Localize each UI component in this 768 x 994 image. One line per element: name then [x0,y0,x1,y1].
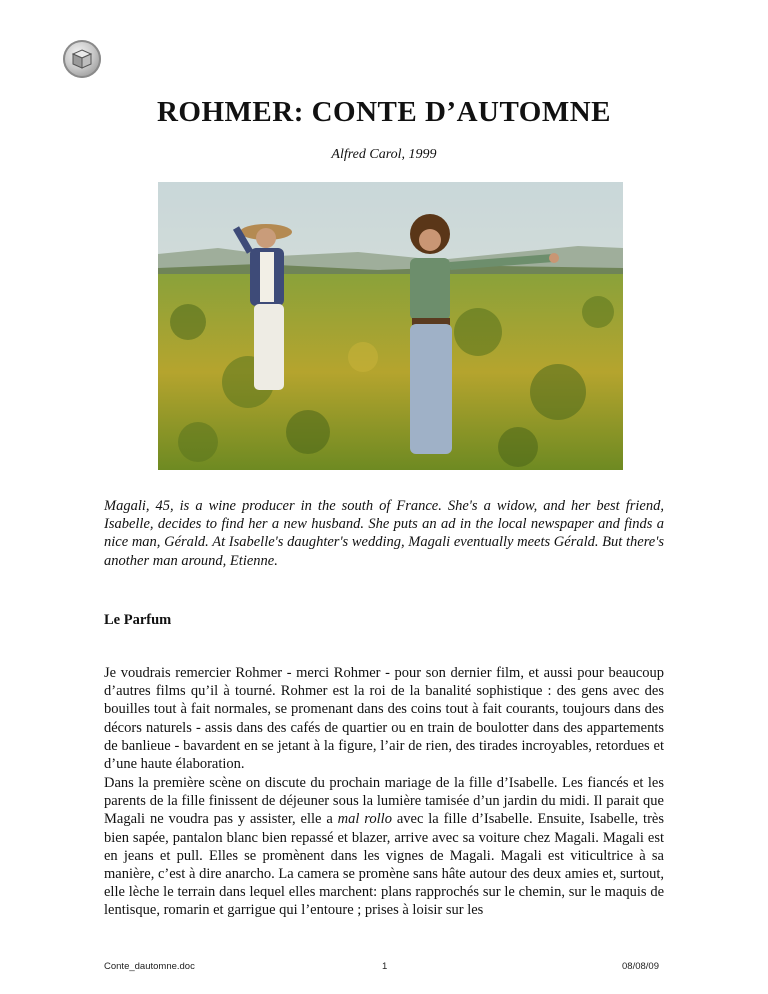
document-logo-icon [63,40,101,78]
footer-date: 08/08/09 [622,961,659,972]
film-still-photo [158,182,623,470]
paragraph-2-emphasis: mal rollo [337,811,392,828]
author-byline: Alfred Carol, 1999 [331,147,437,162]
body-paragraph-2 [104,774,664,920]
body-paragraph-1: Je voudrais remercier Rohmer - merci Rohmer - pour son dernier film, et aussi pour beaucoup d’autres films qu’il à tourné. Rohmer est la roi de la banalité sophistique : des gens avec des bouilles tout à fait normales, se promenant dans des coins tout à fait courants, toujours dans des décors naturels - assis dans des cafés de quartier ou en train de boulotter dans des appartements de banlieue - bavardent en se jetant à la figure, l’air de rien, des tirades incroyables, retordues et d’une haute élaboration. [104,665,664,773]
paragraph-2-text-after: avec la fille d’Isabelle. Ensuite, Isabelle, très bien sapée, pantalon blanc bien repassé et blazer, arrive avec sa voiture chez Magali. Magali est en jeans et pull. Elles se promènent dans les vignes de Magali. Magali est viticultrice à sa manière, c’est à dire anarcho. La camera se promène sans hâte autour des deux amies et, surtout, elle lèche le terrain dans lequel elles marchent: plans rapprochés sur le chemin, sur le maquis de lentisque, romarin et garrigue qui l’entoure ; prises à loisir sur les [104,811,664,919]
film-synopsis: Magali, 45, is a wine producer in the south of France. She's a widow, and her best friend, Isabelle, decides to find her a new husband. She puts an ad in the local newspaper and finds a nice man, Gérald. At Isabelle's daughter's wedding, Magali eventually meets Gérald. But there's another man around, Etienne. [104,498,664,569]
footer-page-number: 1 [382,961,388,972]
document-title: ROHMER: CONTE D’AUTOMNE [156,96,612,128]
footer-filename: Conte_dautomne.doc [104,961,195,972]
section-heading: Le Parfum [104,612,172,628]
paragraph-2-text-before: Dans la première scène on discute du prochain mariage de la fille d’Isabelle. Les fiancés et les parents de la fille finissent de déjeuner sous la lumière tamisée d’un jardin du midi. Il parait que Magali ne voudra pas y assister, elle a [104,775,664,828]
